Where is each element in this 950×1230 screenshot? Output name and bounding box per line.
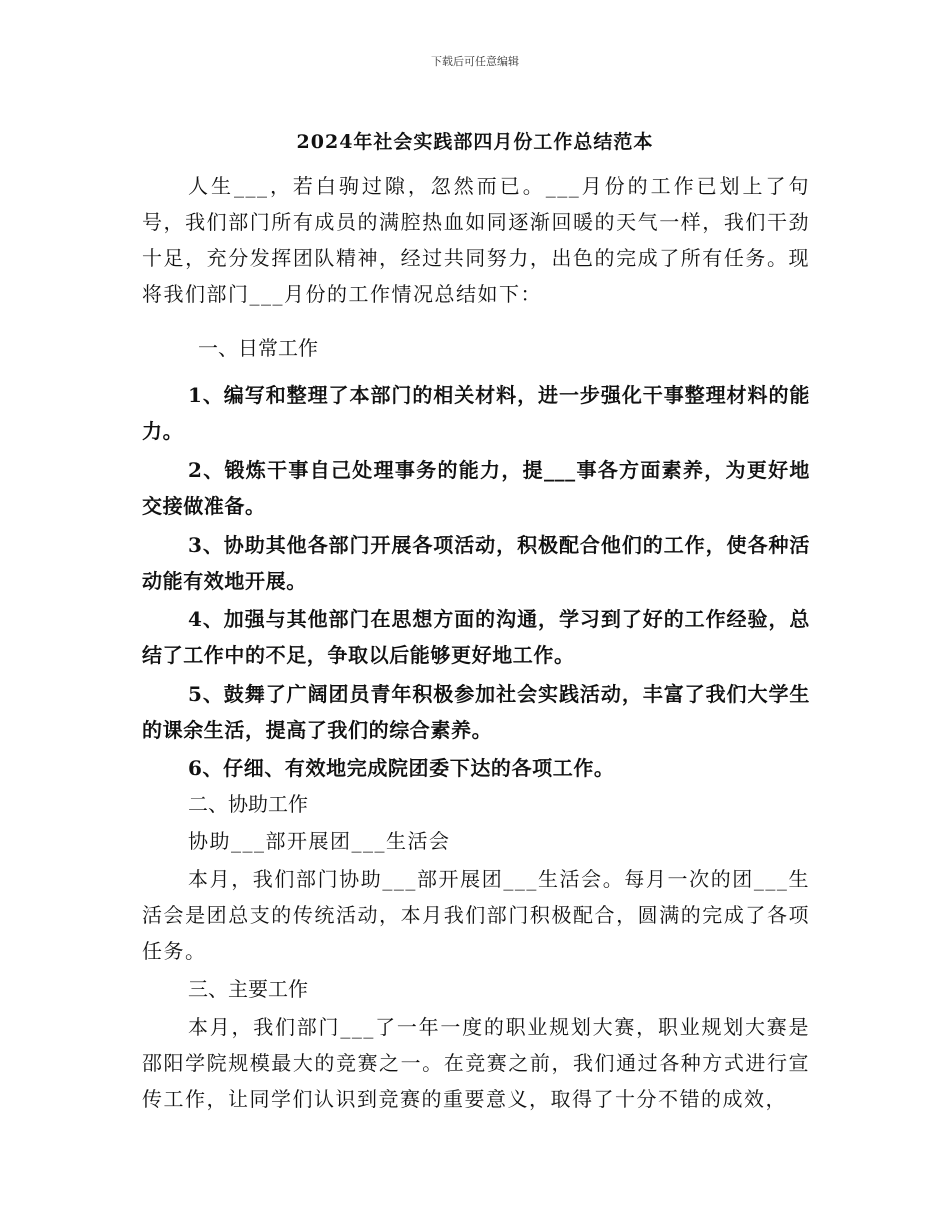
document-title: 2024年社会实践部四月份工作总结范本 (296, 131, 654, 153)
header-note: 下载后可任意编辑 (431, 55, 519, 68)
section-3-paragraph: 本月，我们部门___了一年一度的职业规划大赛，职业规划大赛是邵阳学院规模最大的竞赛之一。在竞赛之前，我们通过各种方式进行宣传工作，让同学们认识到竞赛的重要意义，取得了十分不错的成效， (142, 1015, 810, 1111)
section-2-paragraph: 本月，我们部门协助___部开展团___生活会。每月一次的团___生活会是团总支的传统活动，本月我们部门积极配合，圆满的完成了各项任务。 (142, 867, 810, 963)
list-item-5: 5、鼓舞了广阔团员青年积极参加社会实践活动，丰富了我们大学生的课余生活，提高了我们的综合素养。 (142, 682, 810, 742)
list-item-2: 2、锻炼干事自己处理事务的能力，提___事各方面素养，为更好地交接做准备。 (142, 458, 810, 518)
list-item-3: 3、协助其他各部门开展各项活动，积极配合他们的工作，使各种活动能有效地开展。 (142, 533, 810, 593)
section-2-subheading: 协助___部开展团___生活会 (188, 829, 451, 853)
section-2-heading: 二、协助工作 (188, 792, 308, 816)
list-item-4: 4、加强与其他部门在思想方面的沟通，学习到了好的工作经验，总结了工作中的不足，争取以后能够更好地工作。 (142, 607, 810, 667)
intro-paragraph: 人生___，若白驹过隙，忽然而已。___月份的工作已划上了句号，我们部门所有成员的满腔热血如同逐渐回暖的天气一样，我们干劲十足，充分发挥团队精神，经过共同努力，出色的完成了所有任务。现将我们部门___月份的工作情况总结如下： (142, 174, 810, 306)
list-item-6: 6、仔细、有效地完成院团委下达的各项工作。 (188, 756, 615, 780)
section-3-heading: 三、主要工作 (188, 977, 308, 1001)
list-item-1: 1、编写和整理了本部门的相关材料，进一步强化干事整理材料的能力。 (142, 383, 810, 443)
section-1-heading: 一、日常工作 (198, 336, 318, 360)
